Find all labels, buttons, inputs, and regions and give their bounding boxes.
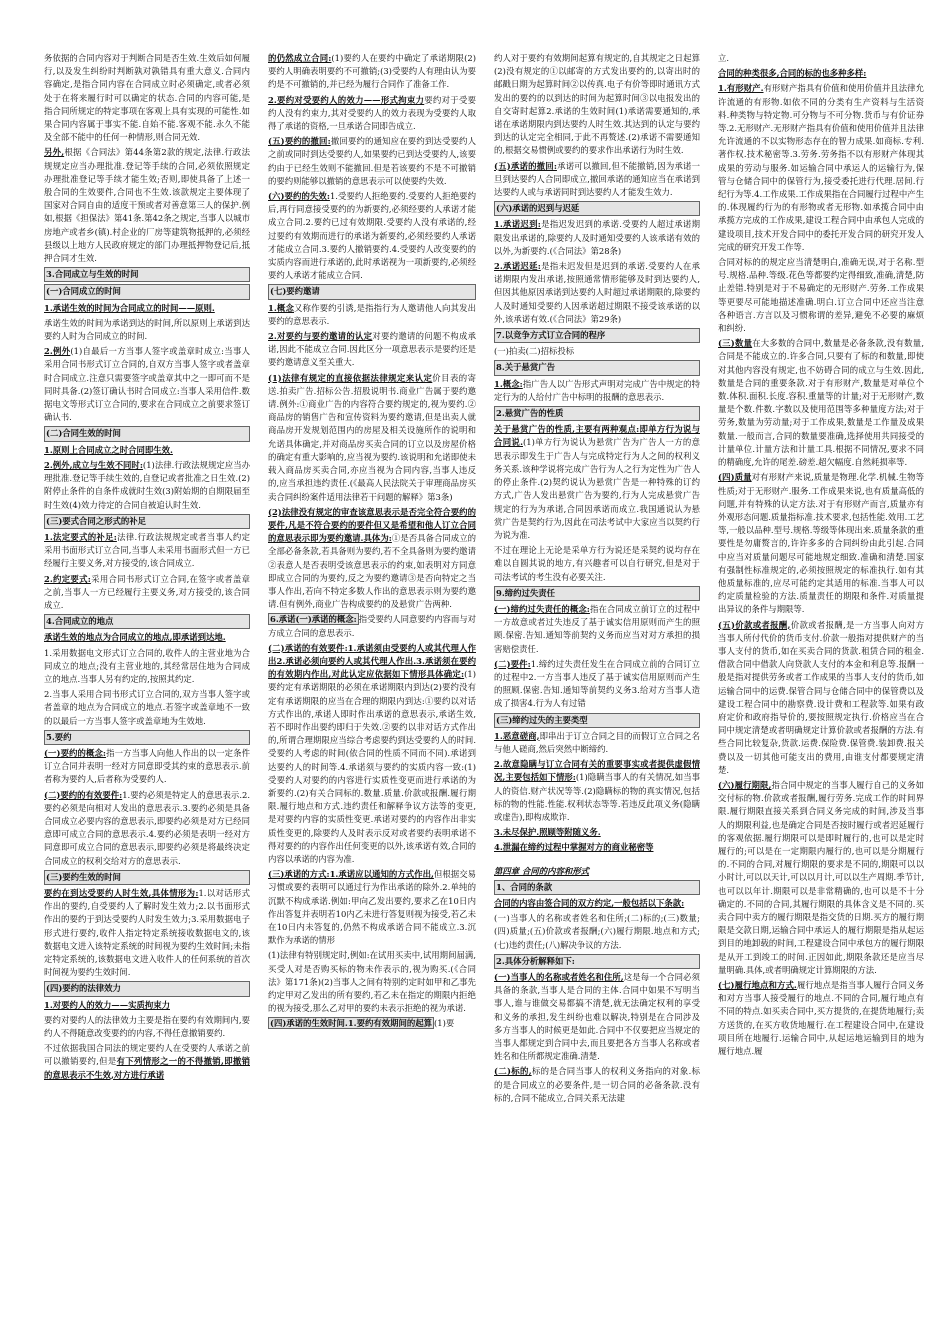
body-text: 承诺可以撤回,但不能撤销,因为承诺一旦到达要约人合同即成立,撤回承诺的通知应当在承诺到达要约人或与承诺同时到达要约人才能发生效力. xyxy=(494,160,700,198)
paragraph xyxy=(718,619,924,777)
section-heading: (三)缔约过失的主要类型 xyxy=(494,713,700,728)
paragraph xyxy=(494,378,700,404)
section-paragraph xyxy=(494,713,700,728)
section-heading: (六)承诺的迟到与迟延 xyxy=(494,201,700,216)
emphasis-line: 合同的内容由签合同的双方约定,一般包括以下条款: xyxy=(494,897,685,908)
body-text: 指合同中规定的当事人履行自己的义务如交付标的物.价款或者报酬,履行劳务.完成工作的时间界限.履行期限直接关系到合同义务完成的时间,涉及当事人的期限利益,也是确定合同是否按时履行或者迟延履行的客观依据.履行期限可以是即时履行的,也可以是定时履行的;可以是在一定期限内履行的,也可以是分期履行的.不同的合同,对履行期限的要求是不同的,期限可以以小时计,可以以天计,可以以月计,可以以生产周期.季节计,也可以以年计.期限可以是非常精确的,也可以是不十分确定的.不同的合同,其履行期限的具体含义是不同的.买卖合同中卖方的履行期限是指交货的日期.买方的履行期限是交款日期,运输合同中承运人的履行期限是指从起运到目的地卸载的时间,工程建设合同中承包方的履行期限是从开工到竣工的时间.正因如此,期限条款还是应当尽量明确.具体,或者明确规定计算期限的方法. xyxy=(718,779,924,975)
section-paragraph xyxy=(44,284,250,299)
paragraph xyxy=(494,603,700,656)
section-heading: (二)合同生效的时间 xyxy=(44,426,250,441)
section-paragraph xyxy=(494,201,700,216)
body-text: 指一方当事人向他人作出的以一定条件订立合同并表明一经对方同意即受其约束的意思表示.前者称为要约人,后者称为受要约人. xyxy=(44,747,250,785)
body-text: 要约对于受要约人没有约束力,其对受要约人的效力表现为受要约人取得了承诺的资格,一旦承诺合同即告成立. xyxy=(268,94,476,132)
body-text: 履行地点是指当事人履行合同义务和对方当事人接受履行的地点.不同的合同,履行地点有不同的特点.如买卖合同中,买方提货的,在提货地履行;卖方送货的,在买方收货地履行.在工程建设合同中,在建设项目所在地履行.运输合同中,从起运地运输到目的地为履行地点.履 xyxy=(718,980,924,1057)
body-text: 合同对标的的规定应当清楚明白,准确无误,对于名称.型号.规格.品种.等级.花色等都要约定得细致,准确,清楚,防止差错.特别是对于不易确定的无形财产.劳务.工作成果等更要尽可能地描述准确.明白.订立合同中还应当注意各种语言.方言以及习惯称谓的差异,避免不必要的麻烦和纠纷. xyxy=(718,257,924,334)
emphasis-text: 有下列情形之一的不得撤销,即撤销的意思表示不生效,对方进行承诺 xyxy=(44,1056,250,1080)
body-text: 指受要约人同意要约内容而与对方成立合同的意思表示. xyxy=(268,614,476,638)
body-text: 不过在理论上无论是采单方行为说还是采契约说均存在难以自圆其说的地方,有兴趣者可以自行研究,但是对于司法考试的考生没有必要关注. xyxy=(494,545,700,582)
body-text: (1)单方行为说认为悬赏广告为广告人一方的意思表示即发生于广告人与完成特定行为人之间的权利义务关系.该种学说将完成广告行为人之行为定性为广告人的停止条件.(2)契约说认为悬赏广告是一种特殊的订约方式,广告人发出悬赏广告为要约,行为人完成悬赏广告规定的行为为承诺,合同因承诺而成立.我国通说认为悬赏广告是契约行为,因此在司法考试中大家应当以契约行为说为准. xyxy=(494,437,700,540)
body-text: 撤回要约的通知应在要约到达受要约人之前或同时到达受要约人,如果要约已到达受要约人,该要约由于已经生效则不能撤回.但是若该要约不是不可撤销的要约则能够以撤销的意思表示可以使要约失效. xyxy=(268,136,476,186)
paragraph xyxy=(44,146,250,265)
body-text: 即串出于订立合同之目的而假订立合同之名与他人磋商,然后突然中断缔约. xyxy=(494,730,700,754)
paragraph xyxy=(268,868,476,947)
paragraph xyxy=(494,758,700,824)
paragraph xyxy=(494,345,700,358)
paragraph xyxy=(494,423,700,542)
body-text: (1)法律有特别规定时,例如:在试用买卖中,试用期间届满,买受人对是否购买标的物未作表示的,视为购买.(《合同法》第171条)(2)当事人之间有特别约定时如甲和乙事先约定甲对乙发出的所有要约,若乙未在指定的期限内拒绝的视为接受,那么乙对甲的要约未表示拒绝的视为承诺. xyxy=(268,950,476,1014)
section-heading: 6.承诺(一)承诺的概念: xyxy=(270,614,357,625)
paragraph xyxy=(494,260,700,326)
paragraph xyxy=(718,471,924,616)
body-text: (1)自最后一方当事人签字或盖章时成立:当事人采用合同书形式订立合同的,自双方当事人签字或者盖章时合同成立.注意只需要签字或盖章其中之一即可而不是同时具备.(2)签订确认书时合同成立:当事人采用信件.数据电文等形式订立合同的,要求在合同成立之前要求签订确认书. xyxy=(44,346,250,423)
lead-term: 2.对要约与要约邀请的认定 xyxy=(268,331,373,342)
body-text: 有形财产指具有价值和使用价值并且法律允许流通的有形物.如依不同的分类有生产资料与生活资料.种类物与特定物.可分物与不可分物.货币与有价证券等.2.无形财产.无形财产指具有价值和使用价值并且法律允许流通的不以实物形态存在的智力成果.如商标.专利.著作权.技术秘密等.3.劳务.劳务指不以有形财产体现其成果的劳动与服务.如运输合同中承运人的运输行为,保管与仓储合同中的保管行为,接受委托进行代理.居间.行纪行为等.4.工作成果.工作成果指在合同履行过程中产生的.体现履约行为的有形物或者无形物.如承揽合同中由承揽方完成的工作成果,建设工程合同中由承包人完成的建设项目,技术开发合同中的委托开发合同的研究开发人完成的研究开发工作等. xyxy=(718,83,924,252)
paragraph xyxy=(44,531,250,571)
lead-term: (二)承诺的有效要件:1.承诺须由受要约人或其代理人作出2.承诺必须向要约人或其代理人作出.3.承诺须在要约的有效期内作出,对此认定应依据如下情形具体确定: xyxy=(268,642,476,680)
lead-term: 2.约定要式: xyxy=(44,573,91,584)
body-text: (1)隐瞒当事人的有关情况,如当事人的资信.财产状况等等.(2)隐瞒标的物的真实情况,包括标的物的性能.性能.权利状态等等.若违反此项义务(隐瞒或虚告),即构成欺诈. xyxy=(494,772,700,822)
paragraph xyxy=(718,779,924,977)
lead-term: 2.承诺迟延: xyxy=(494,261,541,272)
body-text: 指在合同成立前订立的过程中一方故意或者过失违反了基于诚实信用原则而产生的照顾.保密.告知.通知等前契约义务而应当对对方承担的损害赔偿责任. xyxy=(494,603,700,654)
lead-term: (六)要约的失效: xyxy=(268,191,330,202)
lead-term: 2.例外 xyxy=(44,346,71,357)
paragraph xyxy=(494,544,700,584)
paragraph xyxy=(494,912,700,952)
emphasis-line: 合同的种类很多,合同的标的也多种多样: xyxy=(718,68,867,79)
section-paragraph xyxy=(494,586,700,601)
body-text: 是指迟发迟到的承诺.受要约人超过承诺期限发出承诺的,除要约人及时通知受要约人该承诺有效的以外,为新要约.(《合同法》第28条) xyxy=(494,219,700,256)
paragraph xyxy=(718,52,924,65)
lead-term: 1.承诺迟到: xyxy=(494,219,541,230)
paragraph xyxy=(44,52,250,144)
paragraph xyxy=(44,1014,250,1040)
section-paragraph xyxy=(268,613,476,639)
lead-term: (二)标的, xyxy=(494,1066,532,1077)
lead-term: 1.法定要式的补足: xyxy=(44,531,117,542)
section-heading: 9.缔约过失责任 xyxy=(494,586,700,601)
lead-term: (五)承诺的撤回: xyxy=(494,160,557,171)
lead-term: 另外, xyxy=(44,147,65,158)
section-heading: (三)要式合同之形式的补足 xyxy=(44,514,250,529)
paragraph xyxy=(44,459,250,512)
chapter-title: 第四章 合同的内容和形式 xyxy=(494,865,590,876)
paragraph xyxy=(44,647,250,687)
paragraph xyxy=(44,317,250,343)
section-paragraph xyxy=(44,614,250,629)
text-column-3 xyxy=(494,52,700,1324)
body-text: 要约对要约人的法律效力主要是指在要约有效期间内,要约人不得随意改变要约的内容,不得任意撤销要约. xyxy=(44,1014,250,1039)
section-heading: (四)要约的法律效力 xyxy=(44,981,250,996)
paragraph xyxy=(494,1065,700,1105)
lead-term: 2.要约对受要约人的效力——形式拘束力 xyxy=(268,94,425,105)
body-text: (一)拍卖(二)招标投标 xyxy=(494,346,575,357)
section-paragraph xyxy=(494,954,700,969)
lead-term: 的仍然成立合同: xyxy=(268,53,332,63)
section-paragraph xyxy=(44,514,250,529)
lead-term: 2.故意隐瞒与订立合同有关的重要事实或者提供虚假情况,主要包括如下情形: xyxy=(494,759,700,783)
body-text: 在大多数的合同中,数量是必备条款,没有数量,合同是不能成立的.许多合同,只要有了标的和数量,即使对其他内容没有规定,也不妨碍合同的成立与生效.因此,数量是合同的重要条款.对于有形财产,数量是对单位个数.体积.面积.长度.容积.重量等的计量;对于无形财产,数量是个数.件数.字数以及使用范围等多种量度方法;对于劳务,数量为劳动量;对于工作成果,数量是工作量及成果数量.一般而言,合同的数量要准确,选择使用共同接受的计量单位.计量方法和计量工具.根据不同情况,要求不同的精确度,允许的尾差.磅差.超欠幅度.自然耗损率等. xyxy=(718,338,924,468)
paragraph xyxy=(268,94,476,134)
section-heading: 8.关于悬赏广告 xyxy=(494,360,700,375)
body-text: (一)当事人的名称或者姓名和住所;(二)标的;(三)数量;(四)质量;(五)价款或者报酬;(六)履行期限.地点和方式;(七)违约责任;(八)解决争议的方法. xyxy=(494,913,700,950)
paragraph xyxy=(494,218,700,258)
paragraph xyxy=(494,160,700,200)
lead-term: (二)要件: xyxy=(494,658,531,669)
body-text: (1)法律.行政法规规定应当办理批准.登记等手续生效的,自登记或者批准之日生效.(2)附停止条件的自条件成就时生效(3)附始期的自期限届至时生效(4)效力待定的合同自被追认时生效. xyxy=(44,459,250,510)
section-heading: (七)要约邀请 xyxy=(268,284,476,299)
body-text: 是指未迟发但是迟到的承诺.受要约人在承诺期限内发出承诺,按照通常情形能够及时到达要约人,但因其他原因承诺到达要约人时超过承诺期限的,除要约人及时通知受要约人因承诺超过期限不接受该承诺的以外,该承诺有效.(《合同法》第29条) xyxy=(494,261,700,324)
body-text: 1.采用数据电文形式订立合同的,收件人的主营业地为合同成立的地点;没有主营业地的,其经常居住地为合同成立的地点.当事人另有约定的,按照其约定. xyxy=(44,647,250,684)
paragraph xyxy=(268,135,476,188)
paragraph xyxy=(268,190,476,282)
body-text: 立. xyxy=(718,53,730,63)
paragraph xyxy=(268,506,476,612)
emphasis-line: 1.原则上合同成立之时合同即生效. xyxy=(44,444,173,455)
body-text: 采用合同书形式订立合同,在签字或者盖章之前,当事人一方已经履行主要义务,对方接受的,该合同成立. xyxy=(44,573,250,610)
body-text: 对有形财产来说,质量是物理.化学.机械.生物等性质;对于无形财产.服务.工作成果来说,也有质量高低的问题,并有特殊的认定方法.对于有形财产而言,质量亦有外观形态问题.质量指标准.技术要求,包括性能.效用.工艺等,一般以品种.型号.规格.等级等体现出来.质量条款的重要性是勿庸赘言的,许许多多的合同纠纷由此引起.合同中应当对质量问题尽可能地规定细致.准确和清楚.国家有强制性标准规定的,必须按照规定的标准执行.如有其他质量标准的,应尽可能约定其适用的标准.当事人可以约定质量检验的方法.质量责任的期限和条件.对质量提出异议的条件与期限等. xyxy=(718,472,924,615)
paragraph xyxy=(268,330,476,370)
body-text: 价目表的寄送.拍卖广告.招标公告.招股说明书.商业广告属于要约邀请.例外:①商业广告的内容符合要约规定的,视为要约.②商品房的销售广告和宣传资料为要约邀请,但是出卖人就商品房开发规划范围内的房屋及相关设施所作的说明和允诺具体确定,并对商品房买卖合同的订立以及房屋价格的确定有重大影响的,应当视为要约.该说明和允诺即使未载入商品房买卖合同,亦应当视为合同内容,当事人违反的,应当承担违约责任.(《最高人民法院关于审理商品房买卖合同纠纷案件适用法律若干问题的解释》第3条) xyxy=(268,372,476,502)
lead-term: 1.概念: xyxy=(494,378,523,389)
section-paragraph xyxy=(268,284,476,299)
emphasis-line: 1.承诺生效的时间为合同成立的时间——原则. xyxy=(44,302,215,313)
body-text: 承诺生效的时间为承诺到达的时间,所以原则上承诺到达要约人时为合同成立的时间. xyxy=(44,317,250,342)
paragraph xyxy=(268,372,476,504)
body-text: 1.要约必须是特定人的意思表示.2.要约必须是向相对人发出的意思表示.3.要约必须是具备合同成立必要内容的意思表示,即要约必须是对方已经同意即可成立合同的意思表示.4.要约必须是表明一经对方同意即可成立合同的意思表示,即要约必须是将最终决定合同成立的权利交给对方的意思表示. xyxy=(44,789,250,866)
paragraph xyxy=(44,688,250,728)
lead-term: (一)要约的概念: xyxy=(44,747,107,758)
paragraph xyxy=(44,345,250,424)
text-column-4 xyxy=(718,52,924,1324)
paragraph xyxy=(494,971,700,1063)
paragraph xyxy=(718,979,924,1058)
body-text: 标的是合同当事人的权利义务指向的对象.标的是合同成立的必要条件,是一切合同的必备条款.没有标的,合同不能成立,合同关系无法建 xyxy=(494,1066,700,1103)
lead-term: (二)要约的有效要件: xyxy=(44,789,123,800)
section-heading: (一)合同成立的时间 xyxy=(44,284,250,299)
lead-term: (五)要约的撤回: xyxy=(268,136,331,147)
lead-term: 1.概念 xyxy=(268,302,294,313)
body-text: 2.当事人采用合同书形式订立合同的,双方当事人签字或者盖章的地点为合同成立的地点.若签字或盖章地不一致的以最后一方当事人签字或盖章地为生效地. xyxy=(44,689,250,726)
paragraph xyxy=(268,642,476,866)
section-paragraph xyxy=(494,328,700,343)
body-text: 对要约邀请的问题不构成承诺,因此不能成立合同.因此区分一项意思表示是要约还是要约邀请意义至关重大. xyxy=(268,331,476,368)
paragraph xyxy=(268,302,476,328)
lead-term: 1.有形财产. xyxy=(718,83,764,94)
paragraph xyxy=(268,949,476,1015)
paragraph xyxy=(44,747,250,787)
body-text: 不过依据我国合同法的规定要约人在受要约人承诺之前可以撤销要约,但是 xyxy=(44,1043,250,1067)
lead-term: 要约在到达受要约人时生效,具体情形为: xyxy=(44,887,199,898)
lead-term: (一)当事人的名称或者姓名和住所, xyxy=(494,972,624,982)
emphasis-line: 承诺生效的地点为合同成立的地点,即承诺到达地. xyxy=(44,632,226,643)
section-paragraph xyxy=(494,406,700,421)
body-text: 法律.行政法规规定或者当事人约定采用书面形式订立合同,当事人未采用书面形式但一方已经履行主要义务,对方接受的,该合同成立. xyxy=(44,531,250,569)
paragraph xyxy=(718,337,924,469)
lead-term: (四)质量 xyxy=(718,472,752,483)
section-heading: (四)承诺的生效时间.1.要约有效期间的起算 xyxy=(270,1018,432,1029)
section-heading: 3.合同成立与生效的时间 xyxy=(44,267,250,282)
section-heading: 7.以竞争方式订立合同的程序 xyxy=(494,328,700,343)
paragraph xyxy=(494,52,700,158)
paragraph xyxy=(718,82,924,254)
section-paragraph xyxy=(494,360,700,375)
body-text: 指广告人以广告形式声明对完成广告中规定的特定行为的人给付广告中标明的报酬的意思表示. xyxy=(494,378,700,402)
body-text: 但根据交易习惯或要约表明可以通过行为作出承诺的除外.2.单纯的沉默不构成承诺.例如:甲向乙发出要约,要求乙在10日内作出答复并表明若10内乙未进行答复则视为接受,若乙未在10日内未答复的,仍然不构成承诺合同不能成立.3.沉默作为承诺的情形 xyxy=(268,869,476,946)
body-text: (1)要 xyxy=(433,1018,455,1029)
body-text: (1)要约定有承诺期限的必须在承诺期限内到达(2)要约没有定有承诺期限的应当在合理的期限内到达:①要约以对话方式作出的,承诺人即时作出承诺的意思表示,承诺生效,若不即时作出要约即归于失效.②要约以非对话方式作出的,所谓合理期限应当综合考虑要约到达受要约人的时间.受要约人考虑的时间(依合同的性质不同而不同).承诺到达要约人的时间等.4.承诺须与要约的实质内容一致:(1)受要约人对要约的内容进行实质性变更而进行承诺的为新要约.(2)有关合同标的.数量.质量.价款或报酬.履行期限.履行地点和方式.违约责任和解释争议方法等的变更,是对要约内容的实质性变更.承诺对要约的内容作出非实质性变更的,除要约人及时表示反对或者要约表明承诺不得对要约的内容作出任何变更的以外,该承诺有效,合同的内容以承诺的内容为准. xyxy=(268,669,476,864)
lead-term: (三)承诺的方式:1.承诺应以通知的方式作出, xyxy=(268,869,434,880)
section-heading: 4.合同成立的地点 xyxy=(44,614,250,629)
spacer xyxy=(494,857,700,865)
body-text: 又称作要约引诱,是指指行为人邀请他人向其发出要约的意思表示. xyxy=(268,302,476,326)
lead-term: 3.未尽保护.照顾等附随义务. xyxy=(494,827,601,838)
paragraph xyxy=(494,658,700,711)
body-text: ①是否具备合同成立的全部必备条款,若具备则为要约,若不全具备则为要约邀请②表意人是否表明受该意思表示的约束,如表明对方同意即成立合同的为要约,反之为要约邀请③是否向特定之当事人作出,若向不特定多数人作出的意思表示则为要约邀请.但有例外,商业广告构成要约的及悬赏广告两种. xyxy=(268,533,476,610)
paragraph xyxy=(44,789,250,868)
section-heading: 1、合同的条款 xyxy=(494,880,700,895)
body-text: 根据《合同法》第44条第2款的规定,法律.行政法规规定应当办理批准.登记等手续的合同,必须依照规定办理批准登记等手续才能生效;否则,即使具备了上述一般合同的生效要件,合同也不生效.该款规定主要体现了国家对合同自由的适度干预或者对善意第三人的保护.例如,根据《担保法》第41条.第42条之规定,当事人以城市房地产或者乡(镇).村企业的厂房等建筑物抵押的,必须经县级以上地方人民政府规定的部门办理抵押物登记后,抵押合同才生效. xyxy=(44,147,250,264)
section-heading: 2.悬赏广告的性质 xyxy=(494,406,700,421)
lead-term: (一)缔约过失责任的概念: xyxy=(494,603,590,614)
paragraph xyxy=(44,573,250,613)
lead-term: 1.恶意磋商, xyxy=(494,730,540,741)
text-column-2 xyxy=(268,52,476,1324)
paragraph xyxy=(268,52,476,92)
section-heading: 5.要约 xyxy=(44,730,250,745)
paragraph xyxy=(718,256,924,335)
section-paragraph xyxy=(44,981,250,996)
section-paragraph xyxy=(268,1017,476,1030)
body-text: 这是每一个合同必须具备的条款,当事人是合同的主体.合同中如果不写明当事人,谁与谁做交易都搞不清楚,就无法确定权利的享受和义务的承担,发生纠纷也难以解决,特别是在合同涉及多方当事人的时候更是如此.合同中不仅要把应当规定的当事人都规定到合同中去,而且要把各方当事人名称或者姓名和住所都规定准确.清楚. xyxy=(494,972,700,1062)
lead-term: (七)履行地点和方式. xyxy=(718,980,797,991)
lead-term: (五)价款或者报酬, xyxy=(718,619,791,630)
section-paragraph xyxy=(44,730,250,745)
lead-term: (三)数量 xyxy=(718,338,753,349)
lead-term: (2)法律没有规定的审查该意思表示是否完全符合要约的要件,凡是不符合要约的要件但又是希望和他人订立合同的意思表示即为要约邀请.具体为: xyxy=(268,506,476,544)
paragraph xyxy=(44,1042,250,1082)
body-text: (1)要约人在要约中确定了承诺期限(2)要约人明确表明要约不可撤销;(3)受要约人有理由认为要约是不可撤销的,并已经为履行合同作了准备工作. xyxy=(268,53,476,90)
lead-term: (1)法律有规定的直接依据法律规定来认定 xyxy=(268,372,433,383)
emphasis-line: 1.对要约人的效力——实质拘束力 xyxy=(44,999,170,1010)
paragraph xyxy=(494,826,700,839)
emphasis-line: 4.泄漏在缔约过程中掌握对方的商业秘密等 xyxy=(494,842,654,853)
section-paragraph xyxy=(44,426,250,441)
section-paragraph xyxy=(494,880,700,895)
section-paragraph xyxy=(44,870,250,885)
section-paragraph xyxy=(44,267,250,282)
lead-term: 关于悬赏广告的性质,主要有两种观点:即单方行为说与合同说. xyxy=(494,424,700,448)
section-heading: (三)要约生效的时间 xyxy=(44,870,250,885)
body-text: 1.受要约人拒绝要约.受要约人拒绝要约后,再行同意接受要约的为新要约,必须经要约人承诺才能成立合同.2.要约已过有效期限.受要约人没有承诺的,经过要约有效期而进行的承诺为新要约,必须经要约人承诺才能成立合同.3.要约人撤销要约.4.受要约人改变要约的实质内容而进行承诺的,此时承诺视为一项新要约,必须经要约人承诺才能成立合同. xyxy=(268,191,476,281)
text-column-1 xyxy=(44,52,250,1324)
body-text: 1.以对话形式作出的要约,自受要约人了解时发生效力;2.以书面形式作出的要约于到达受要约人时发生效力;3.采用数据电子形式进行要约,收件人指定特定系统接收数据电文的,该数据电文进入该特定系统的时间视为要约生效时间;未指定特定系统的,该数据电文进入收件人的任何系统的首次时间视为要约生效时间. xyxy=(44,887,250,978)
body-text: 务依据的合同内容对于判断合同是否生效.生效后如何履行,以及发生纠纷时判断孰对孰错具有重大意义.合同内容确定,是指合同内容在合同成立时必须确定,或者必须处于在将来履行时可以确定的状态.合同的内容可能,是指合同所规定的特定事项在客观上具有实现的可能性.如果合同内容属于事实不能.自始不能.客观不能.永久不能及全部不能中的任何一种情形,则合同无效. xyxy=(44,53,250,143)
lead-term: (六)履行期限, xyxy=(718,779,772,790)
lead-term: 2.例外,成立与生效不同时: xyxy=(44,459,143,470)
section-heading: 2.具体分析解释如下: xyxy=(494,954,700,969)
body-text: 价款或者报酬,是一方当事人向对方当事人所付代价的货币支付.价款一般指对提供财产的当事人支付的货币,如在买卖合同的货款.租赁合同的租金.借款合同中借款人向贷款人支付的本金和利息等.报酬一般是指对提供劳务或者工作成果的当事人支付的货币,如运输合同中的运费.保管合同与仓储合同中的保管费以及建设工程合同中的勘察费.设计费和工程款等.如果有政府定价和政府指导价的,要按照规定执行.价格应当在合同中规定清楚或者明确规定计算价款或者报酬的方法.有些合同比较复杂,货款.运费.保险费.保管费.装卸费.报关费以及一切其他可能支出的费用,由谁支付都要规定清楚. xyxy=(718,619,924,775)
body-text: 约人对于要约有效期间起算有规定的,自其规定之日起算(2)没有规定的①以邮寄的方式发出要约的,以寄出时的邮戳日期为起算时间②以传真.电子有价等即时通讯方式发出的要约的以到达的时间为起算时间③以电报发出的自交寄时起算2.承诺的生效时间(1)承诺需要通知的,承诺在承诺期限内到达要约人时生效.其达到的认定与要约到达的认定完全相同,于此不再赘述.(2)承诺不需要通知的,根据交易惯例或要约的要求作出承诺行为时生效. xyxy=(494,53,700,156)
paragraph xyxy=(494,730,700,756)
body-text: 1.缔约过失责任发生在合同成立前的合同订立的过程中2.一方当事人违反了基于诚实信用原则而产生的照顾.保密.告知.通知等前契约义务3.给对方当事人造成了损害4.行为人有过错 xyxy=(494,658,700,709)
paragraph xyxy=(44,887,250,979)
